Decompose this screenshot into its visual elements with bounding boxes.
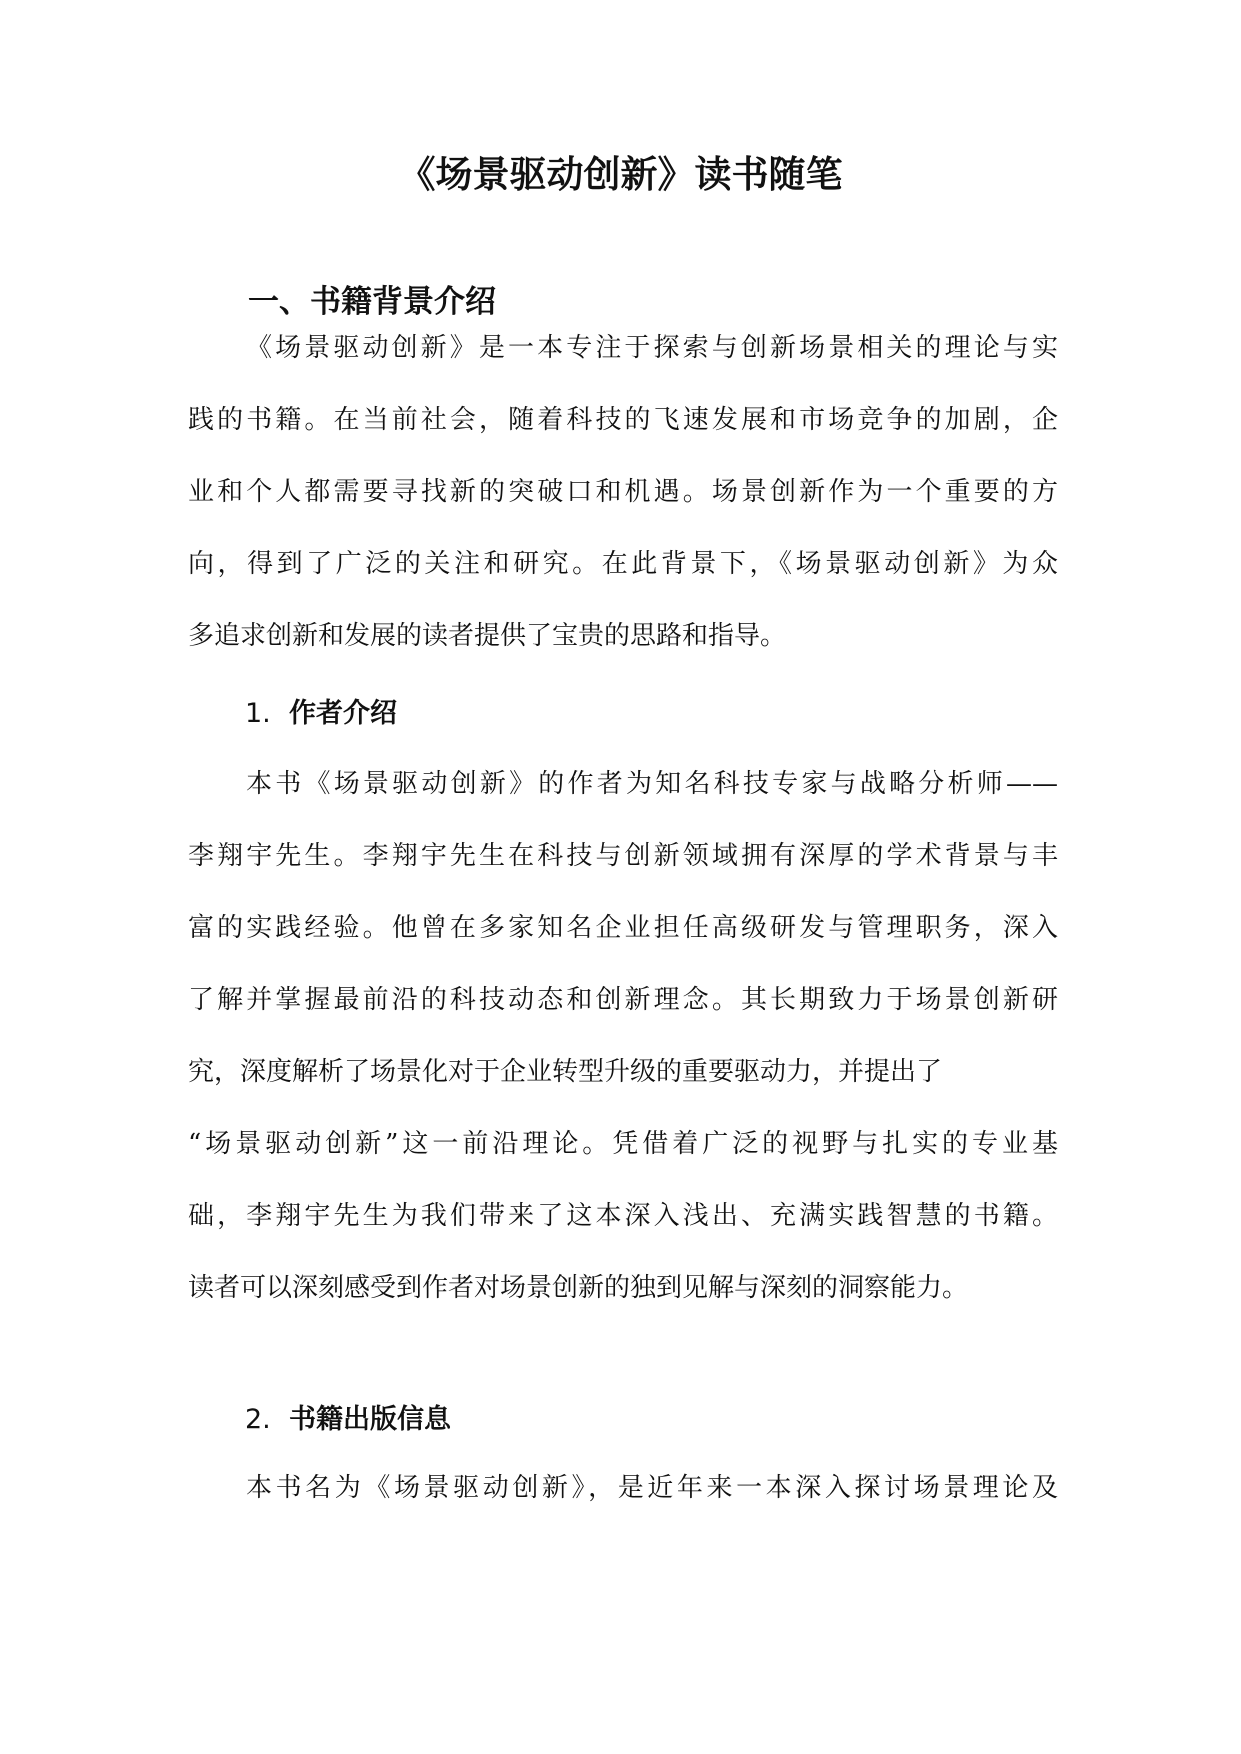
paragraph-line: 向，得到了广泛的关注和研究。在此背景下，《场景驱动创新》为众 [188,549,1058,579]
paragraph-line: 李翔宇先生。李翔宇先生在科技与创新领域拥有深厚的学术背景与丰 [188,841,1058,871]
paragraph-line: 究，深度解析了场景化对于企业转型升级的重要驱动力，并提出了 [188,1057,943,1087]
subheading-publication-info [245,1400,451,1440]
paragraph-line: “场景驱动创新”这一前沿理论。凭借着广泛的视野与扎实的专业基 [188,1129,1058,1159]
paragraph-line: 础，李翔宇先生为我们带来了这本深入浅出、充满实践智慧的书籍。 [188,1201,1058,1231]
paragraph-line: 本书名为《场景驱动创新》，是近年来一本深入探讨场景理论及 [246,1473,1058,1503]
document-title: 《场景驱动创新》读书随笔 [398,153,843,196]
section-heading-background: 一、书籍背景介绍 [248,284,496,320]
paragraph-publication-info [188,1452,1058,1524]
paragraph-author-intro [188,748,1058,1324]
subheading-number: 2. [245,1404,271,1435]
subheading-label: 书籍出版信息 [289,1404,451,1435]
paragraph-line: 业和个人都需要寻找新的突破口和机遇。场景创新作为一个重要的方 [188,477,1058,507]
subheading-author [245,694,397,734]
paragraph-line: 本书《场景驱动创新》的作者为知名科技专家与战略分析师—— [246,769,1058,799]
paragraph-line: 了解并掌握最前沿的科技动态和创新理念。其长期致力于场景创新研 [188,985,1058,1015]
paragraph-line: 富的实践经验。他曾在多家知名企业担任高级研发与管理职务，深入 [188,913,1058,943]
paragraph-line: 践的书籍。在当前社会，随着科技的飞速发展和市场竞争的加剧，企 [188,405,1058,435]
paragraph-book-intro [188,312,1058,672]
paragraph-line: 《场景驱动创新》是一本专注于探索与创新场景相关的理论与实 [246,333,1058,363]
paragraph-line: 读者可以深刻感受到作者对场景创新的独到见解与深刻的洞察能力。 [188,1273,969,1303]
subheading-number: 1. [245,698,271,729]
subheading-label: 作者介绍 [289,698,397,729]
paragraph-line: 多追求创新和发展的读者提供了宝贵的思路和指导。 [188,621,787,651]
